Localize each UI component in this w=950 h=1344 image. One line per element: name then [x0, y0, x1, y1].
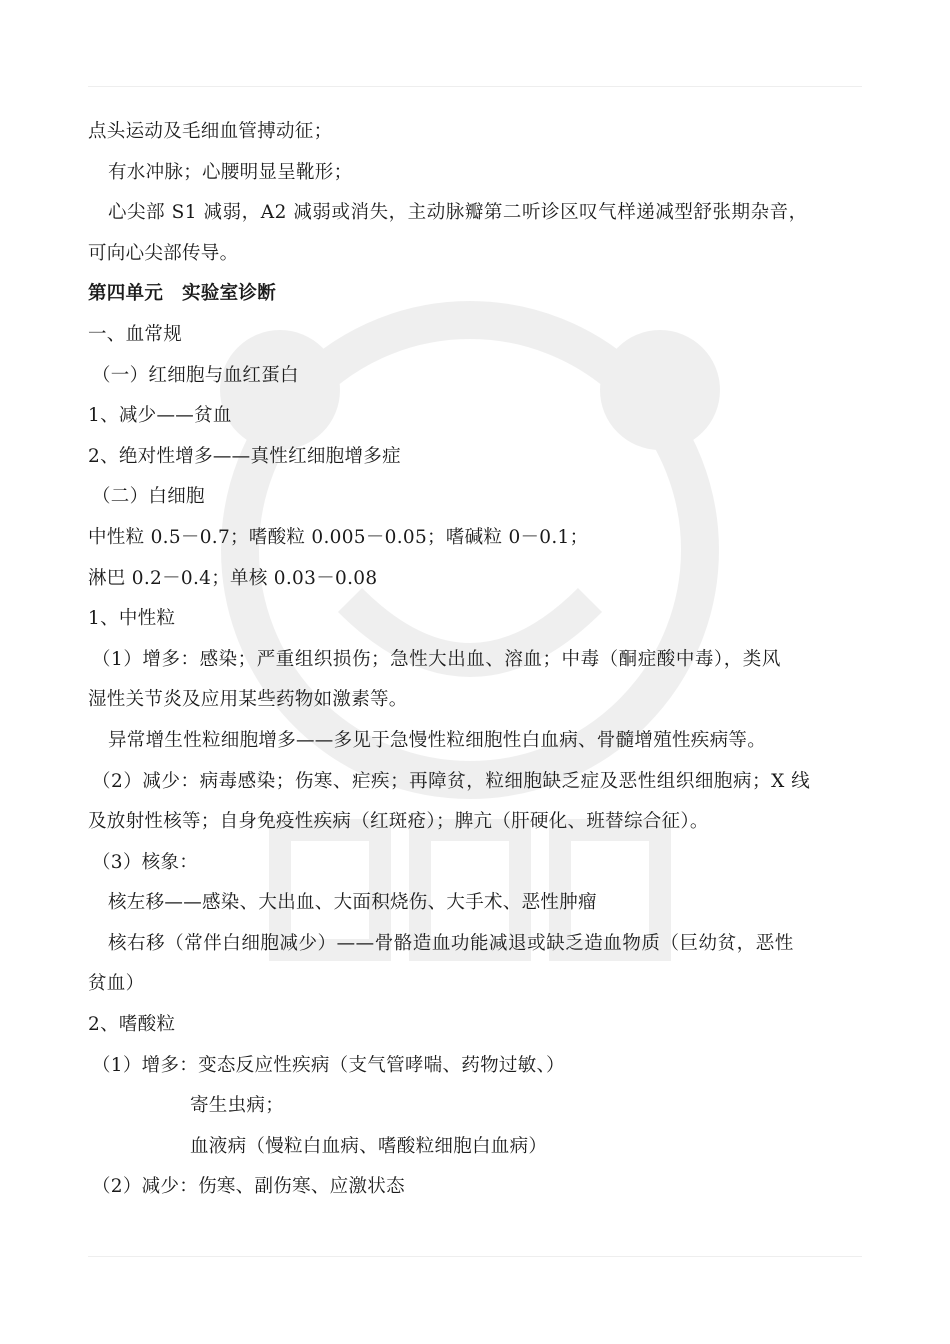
- text-line: （二）白细胞: [92, 486, 205, 508]
- text-line: 血液病（慢粒白血病、嗜酸粒细胞白血病）: [190, 1135, 548, 1157]
- document-body: [88, 112, 864, 1208]
- text-line: 寄生虫病；: [190, 1095, 285, 1117]
- text-line: （2）减少：病毒感染；伤寒、疟疾；再障贫，粒细胞缺乏症及恶性组织细胞病；X 线: [92, 770, 811, 792]
- text-line: （1）增多：变态反应性疾病（支气管哮喘、药物过敏、）: [92, 1054, 565, 1076]
- text-line: 及放射性核等；自身免疫性疾病（红斑疮）；脾亢（肝硬化、班替综合征）。: [88, 811, 709, 833]
- subsection-heading: 一、血常规: [88, 323, 183, 345]
- text-line: 可向心尖部传导。: [88, 242, 239, 264]
- header-rule: [88, 86, 862, 87]
- text-line: 淋巴 0.2－0.4；单核 0.03－0.08: [88, 567, 378, 589]
- text-line: （3）核象：: [92, 851, 199, 873]
- footer-rule: [88, 1256, 862, 1257]
- text-line: 核右移（常伴白细胞减少）——骨骼造血功能减退或缺乏造血物质（巨幼贫，恶性: [108, 932, 794, 954]
- text-line: 点头运动及毛细血管搏动征；: [88, 121, 333, 142]
- text-line: 中性粒 0.5－0.7；嗜酸粒 0.005－0.05；嗜碱粒 0－0.1；: [88, 526, 589, 548]
- text-line: 1、减少——贫血: [88, 405, 232, 427]
- text-line: 2、绝对性增多——真性红细胞增多症: [88, 445, 401, 467]
- text-line: 核左移——感染、大出血、大面积烧伤、大手术、恶性肿瘤: [108, 892, 597, 914]
- text-line: 1、中性粒: [88, 608, 176, 630]
- section-heading: 第四单元 实验室诊断: [88, 283, 277, 305]
- text-line: 异常增生性粒细胞增多——多见于急慢性粒细胞性白血病、骨髓增殖性疾病等。: [108, 729, 767, 751]
- text-line: （1）增多：感染；严重组织损伤；急性大出血、溶血；中毒（酮症酸中毒），类风: [92, 648, 781, 670]
- text-line: 2、嗜酸粒: [88, 1014, 176, 1036]
- text-line: （2）减少：伤寒、副伤寒、应激状态: [92, 1176, 405, 1198]
- text-line: 贫血）: [88, 973, 145, 995]
- text-line: 有水冲脉；心腰明显呈靴形；: [108, 161, 353, 183]
- text-line: （一）红细胞与血红蛋白: [92, 364, 299, 386]
- text-line: 心尖部 S1 减弱，A2 减弱或消失，主动脉瓣第二听诊区叹气样递减型舒张期杂音，: [108, 202, 808, 224]
- text-line: 湿性关节炎及应用某些药物如激素等。: [88, 689, 408, 711]
